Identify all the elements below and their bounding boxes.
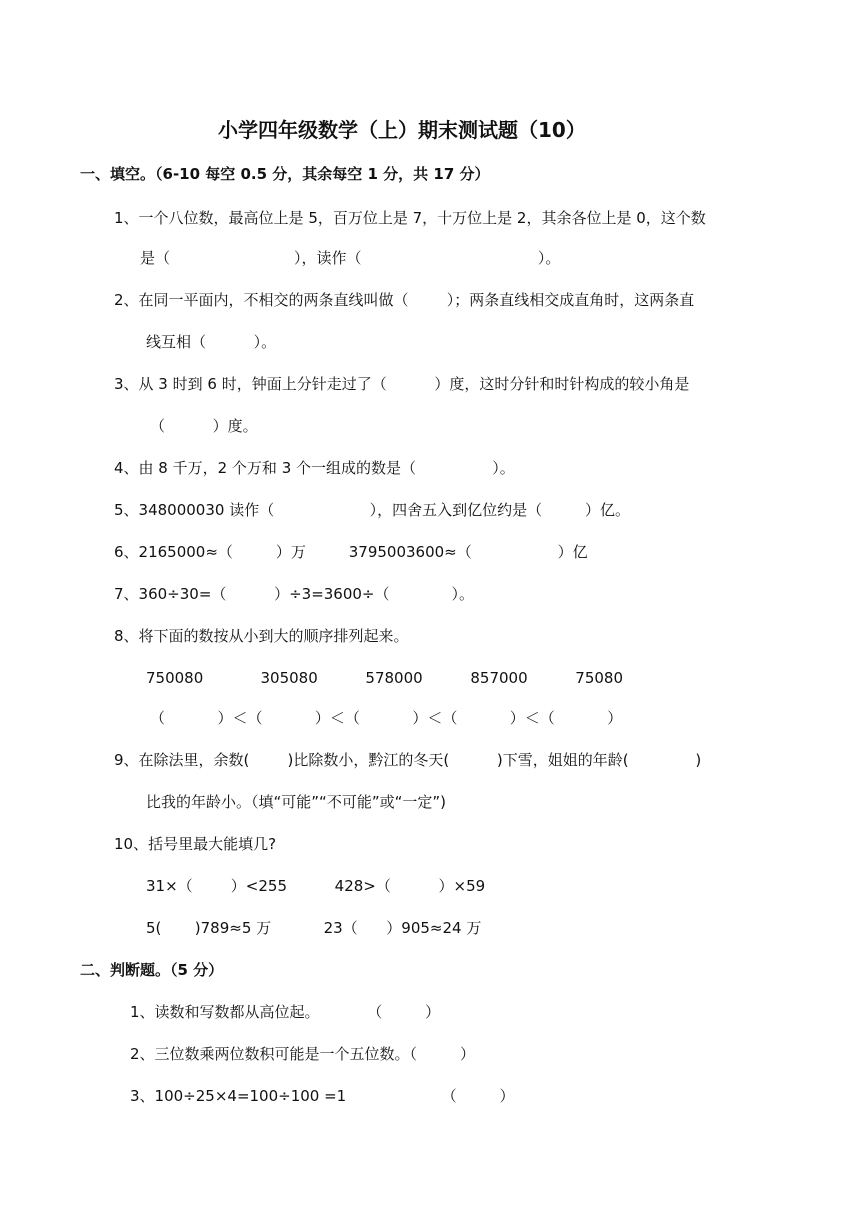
question-9-line-1: 9、在除法里，余数( )比除数小，黔江的冬天( )下雪，姐姐的年龄( ) [114, 751, 702, 769]
question-8-blanks: （ ）＜（ ）＜（ ）＜（ ）＜（ ） [150, 709, 623, 727]
question-2-line-2: 线互相（ ）。 [146, 333, 277, 351]
question-2-line-1: 2、在同一平面内，不相交的两条直线叫做（ ）；两条直线相交成直角时，这两条直 [114, 291, 695, 309]
judgment-2: 2、三位数乘两位数积可能是一个五位数。（ ） [130, 1045, 475, 1063]
question-3-line-1: 3、从 3 时到 6 时，钟面上分针走过了（ ）度，这时分针和时针构成的较小角是 [114, 375, 690, 393]
page-title: 小学四年级数学（上）期末测试题（10） [218, 118, 586, 142]
question-1-line-2: 是（ ），读作（ ）。 [140, 249, 561, 267]
question-7: 7、360÷30=（ ）÷3=3600÷（ ）。 [114, 585, 474, 603]
question-3-line-2: （ ）度。 [150, 417, 258, 435]
question-9-line-2: 比我的年龄小。（填“可能”“不可能”或“一定”) [146, 793, 446, 811]
question-4: 4、由 8 千万，2 个万和 3 个一组成的数是（ ）。 [114, 459, 515, 477]
question-8-numbers: 750080 305080 578000 857000 75080 [146, 669, 624, 687]
question-8: 8、将下面的数按从小到大的顺序排列起来。 [114, 627, 409, 645]
question-1-line-1: 1、一个八位数，最高位上是 5，百万位上是 7，十万位上是 2，其余各位上是 0，这个数 [114, 209, 706, 227]
question-5: 5、348000030 读作（ ），四舍五入到亿位约是（ ）亿。 [114, 501, 630, 519]
section-1-heading: 一、填空。（6-10 每空 0.5 分，其余每空 1 分，共 17 分） [80, 165, 490, 183]
question-10-line-b: 5( )789≈5 万 23（ ）905≈24 万 [146, 919, 482, 937]
judgment-3: 3、100÷25×4=100÷100 =1 （ ） [130, 1087, 515, 1105]
judgment-1: 1、读数和写数都从高位起。 （ ） [130, 1003, 441, 1021]
question-10-line-a: 31×（ ）<255 428>（ ）×59 [146, 877, 486, 895]
question-10: 10、括号里最大能填几? [114, 835, 277, 853]
section-2-heading: 二、判断题。（5 分） [80, 961, 224, 979]
question-6: 6、2165000≈（ ）万 3795003600≈（ ）亿 [114, 543, 588, 561]
